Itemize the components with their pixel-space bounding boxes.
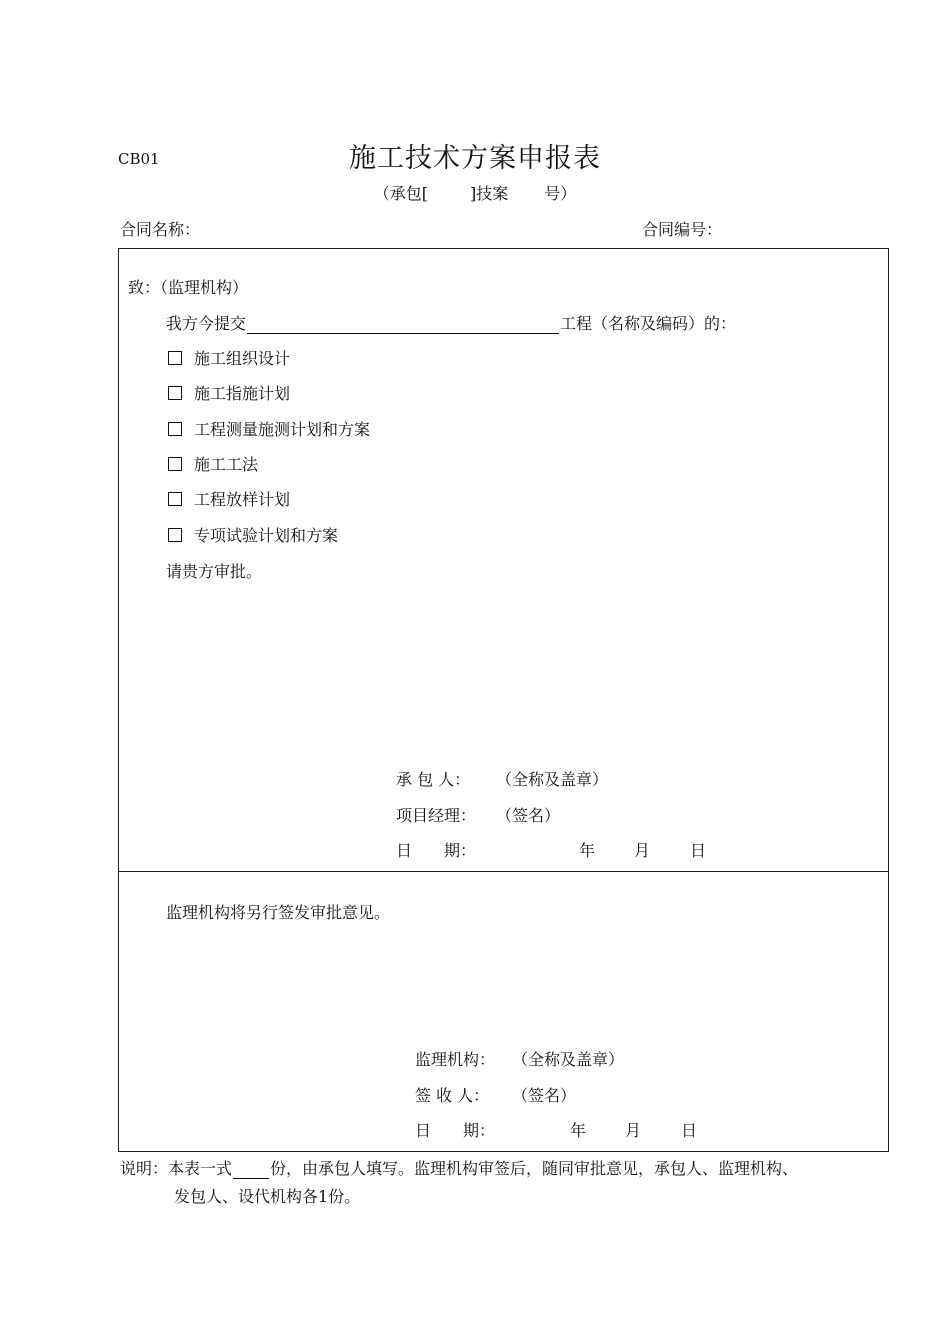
- form-table: [118, 248, 889, 1152]
- subtitle-mid: ]技案: [469, 184, 509, 203]
- receiver-value: （签名）: [512, 1086, 577, 1105]
- manager-value: （签名）: [496, 806, 561, 825]
- date-year: 年: [579, 841, 596, 860]
- checkbox-icon[interactable]: [168, 422, 182, 436]
- manager-label: 项目经理：: [396, 806, 477, 825]
- supervisor-statement: 监理机构将另行签发审批意见。: [166, 903, 391, 922]
- subtitle-left: （承包[: [373, 184, 428, 203]
- footnote-line-2: 发包人、设代机构各1份。: [174, 1187, 361, 1206]
- option-item[interactable]: 施工组织设计: [168, 349, 290, 369]
- page-title: 施工技术方案申报表: [349, 143, 601, 174]
- lower-date-year: 年: [570, 1121, 587, 1140]
- option-item[interactable]: 工程测量施测计划和方案: [168, 420, 370, 440]
- approval-request: 请贵方审批。: [166, 562, 263, 581]
- checkbox-icon[interactable]: [168, 528, 182, 542]
- form-code: CB01: [118, 150, 160, 168]
- submit-prefix: 我方今提交: [166, 314, 247, 333]
- footnote: [120, 1156, 798, 1179]
- option-item[interactable]: 专项试验计划和方案: [168, 526, 338, 546]
- note-prefix: 说明：本表一式: [120, 1159, 233, 1178]
- checkbox-icon[interactable]: [168, 351, 182, 365]
- contractor-label: 承 包 人：: [396, 770, 471, 789]
- subtitle-right: 号）: [544, 184, 577, 203]
- project-name-field[interactable]: [247, 315, 559, 334]
- submission-line: [166, 314, 736, 334]
- submit-suffix: 工程（名称及编码）的：: [560, 314, 737, 333]
- lower-date-day: 日: [681, 1121, 698, 1140]
- date-day: 日: [690, 841, 707, 860]
- date-label: 日 期：: [396, 841, 477, 860]
- option-item[interactable]: 工程放样计划: [168, 490, 290, 510]
- option-item[interactable]: 施工指施计划: [168, 384, 290, 404]
- supervisor-value: （全称及盖章）: [512, 1050, 625, 1069]
- lower-date-month: 月: [625, 1121, 642, 1140]
- checkbox-icon[interactable]: [168, 386, 182, 400]
- contract-number-label: 合同编号：: [642, 220, 723, 239]
- note-suffix: 份，由承包人填写。监理机构审签后，随同审批意见，承包人、监理机构、: [270, 1159, 799, 1178]
- supervisor-label: 监理机构：: [415, 1050, 496, 1069]
- checkbox-icon[interactable]: [168, 492, 182, 506]
- contract-name-label: 合同名称：: [120, 220, 201, 239]
- copies-field[interactable]: [233, 1160, 269, 1179]
- contractor-value: （全称及盖章）: [496, 770, 609, 789]
- document-number-line: [0, 181, 950, 204]
- addressee: 致：（监理机构）: [128, 278, 249, 297]
- receiver-label: 签 收 人：: [415, 1086, 490, 1105]
- date-month: 月: [634, 841, 651, 860]
- section-divider: [119, 871, 888, 872]
- option-item[interactable]: 施工工法: [168, 455, 258, 475]
- lower-date-label: 日 期：: [415, 1121, 496, 1140]
- checkbox-icon[interactable]: [168, 457, 182, 471]
